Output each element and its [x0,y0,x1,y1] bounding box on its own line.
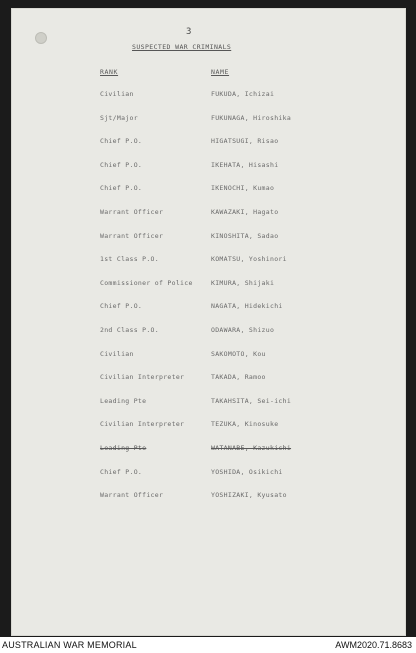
rank-cell: Chief P.O. [100,160,143,169]
footer-bar [0,637,416,653]
list-item [0,137,416,149]
list-item [0,420,416,432]
column-header-rank: RANK [100,68,119,76]
rank-cell: Chief P.O. [100,467,143,476]
name-cell: KINOSHITA, Sadao [211,231,279,240]
name-cell: IKEHATA, Hisashi [211,160,279,169]
list-item [0,302,416,314]
list-item [0,491,416,503]
list-item [0,255,416,267]
rank-cell: Warrant Officer [100,491,164,500]
rank-cell: Warrant Officer [100,231,164,240]
list-item [0,444,416,456]
list-item [0,350,416,362]
list-item [0,279,416,291]
list-item [0,397,416,409]
document-page [11,8,406,636]
list-item [0,184,416,196]
name-cell: FUKUDA, Ichizai [211,90,275,98]
footer-source: AUSTRALIAN WAR MEMORIAL [2,640,137,650]
list-item [0,326,416,338]
page-number: 3 [186,27,192,37]
name-cell: YOSHIDA, Osikichi [211,467,283,476]
rank-cell: Civilian [100,90,134,98]
name-cell: HIGATSUGI, Risao [211,137,279,146]
name-cell: KAWAZAKI, Hagato [211,208,279,216]
rank-cell: 2nd Class P.O. [100,326,159,334]
list-item [0,232,416,244]
name-cell: YOSHIZAKI, Kyusato [211,491,287,500]
list-item [0,161,416,173]
rank-cell: Leading Pte [100,444,147,452]
name-cell: WATANABE, Kazukichi [211,444,292,452]
list-item [0,114,416,126]
name-cell: FUKUNAGA, Hiroshika [211,113,292,122]
name-cell: KIMURA, Shijaki [211,278,275,287]
name-cell: TEZUKA, Kinosuke [211,420,279,429]
rank-cell: Civilian Interpreter [100,420,185,429]
rank-cell: Sjt/Major [100,113,138,122]
name-cell: ODAWARA, Shizuo [211,326,275,334]
rank-cell: Chief P.O. [100,184,143,193]
list-item [0,373,416,385]
name-cell: KOMATSU, Yoshinori [211,255,287,264]
name-cell: TAKADA, Ramoo [211,373,266,382]
list-item [0,90,416,102]
punch-hole [35,32,47,44]
rank-cell: Civilian Interpreter [100,373,185,382]
rank-cell: Commissioner of Police [100,278,193,287]
rank-cell: Chief P.O. [100,137,143,146]
footer-accession-number: AWM2020.71.8683 [335,640,412,650]
column-header-name: NAME [211,68,230,76]
name-cell: SAKOMOTO, Kou [211,349,266,358]
rank-cell: 1st Class P.O. [100,255,159,264]
name-cell: TAKAHSITA, Sei-ichi [211,396,292,405]
rank-cell: Warrant Officer [100,208,164,216]
list-item [0,208,416,220]
rank-cell: Civilian [100,349,134,358]
list-item [0,468,416,480]
rank-cell: Chief P.O. [100,302,143,311]
name-cell: IKENOCHI, Kumao [211,184,275,193]
name-cell: NAGATA, Hidekichi [211,302,283,311]
rank-cell: Leading Pte [100,396,147,405]
document-title: SUSPECTED WAR CRIMINALS [132,43,232,51]
